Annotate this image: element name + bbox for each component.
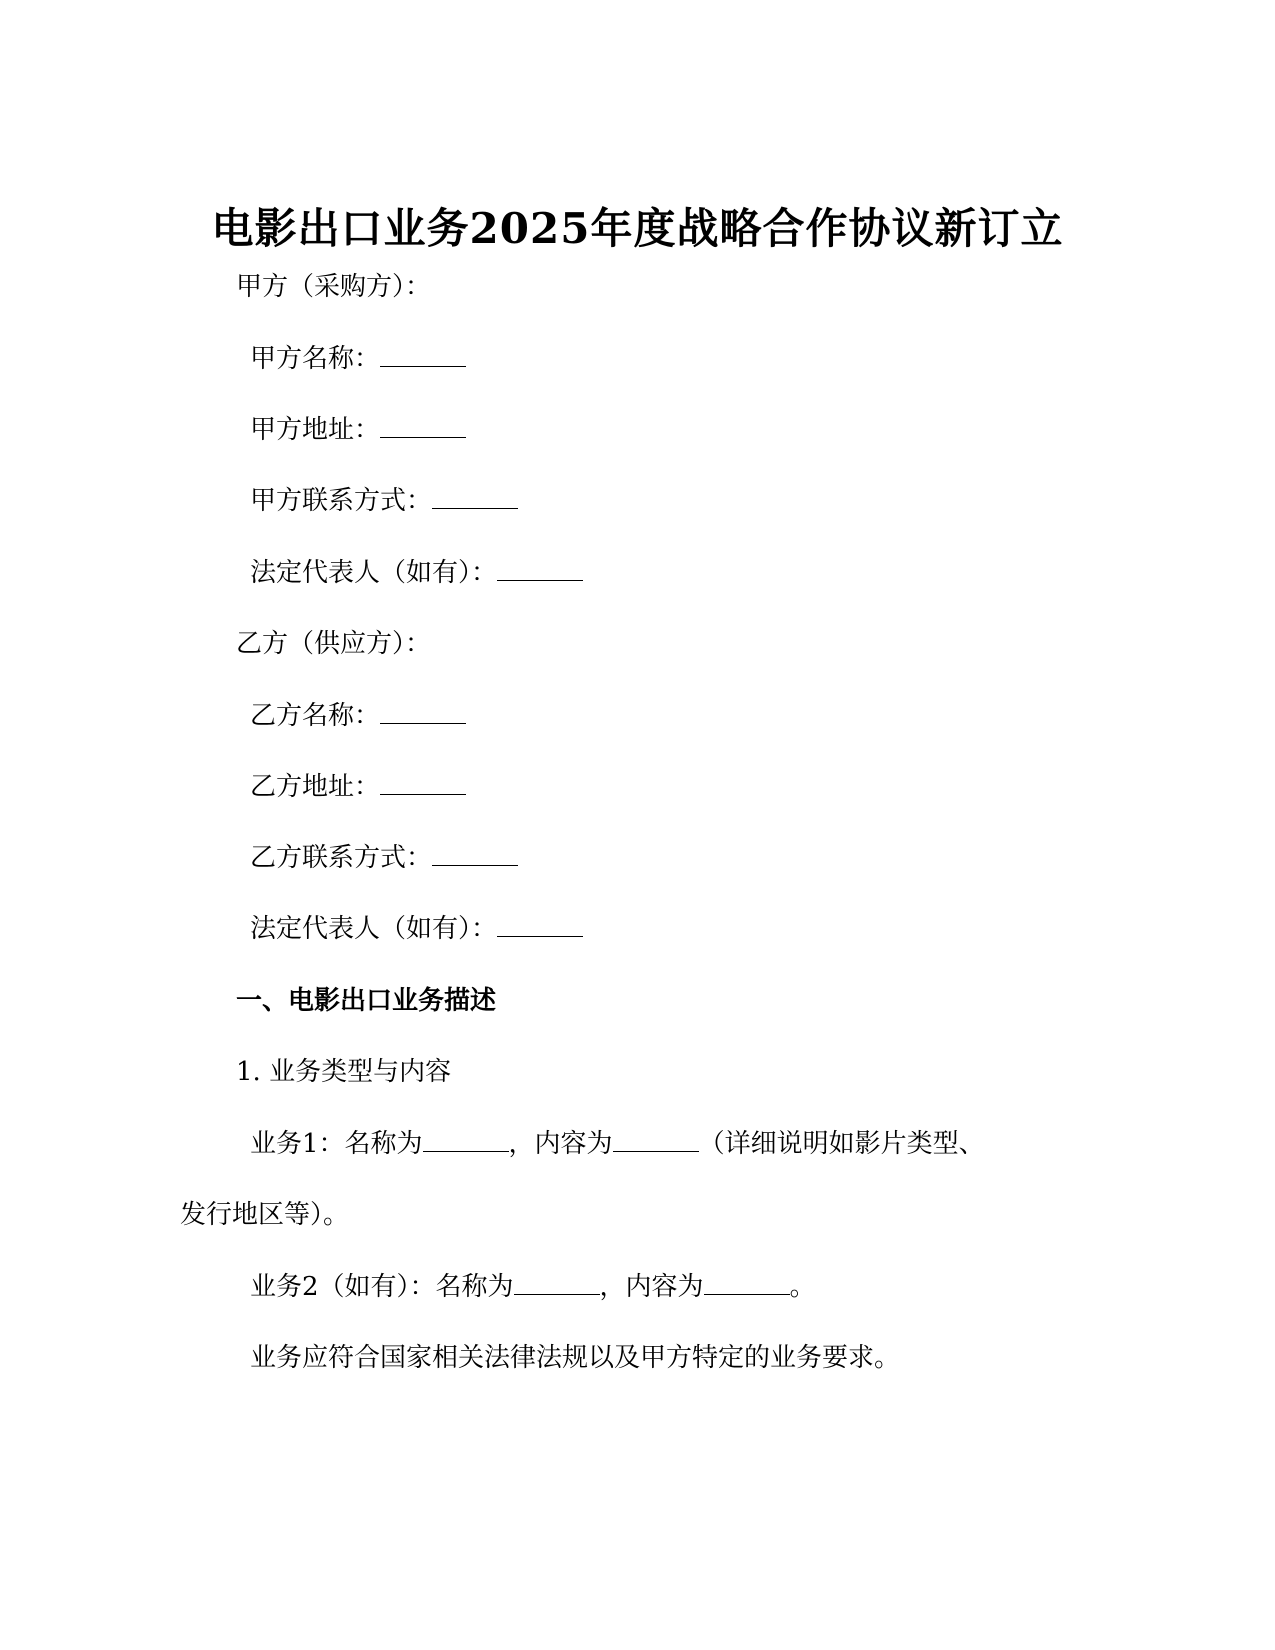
document-title: 电影出口业务2025年度战略合作协议新订立 — [211, 204, 1064, 253]
business-2-content-blank[interactable] — [704, 1272, 790, 1295]
party-b-contact-line — [250, 841, 518, 875]
party-b-name-blank[interactable] — [380, 701, 466, 724]
party-b-heading: 乙方（供应方）： — [236, 629, 432, 659]
party-a-name-blank[interactable] — [380, 344, 466, 367]
party-b-contact-blank[interactable] — [432, 843, 518, 866]
compliance-statement: 业务应符合国家相关法律法规以及甲方特定的业务要求。 — [250, 1343, 901, 1373]
business-1-prefix: 业务1：名称为 — [250, 1129, 423, 1159]
business-1-mid: ，内容为 — [508, 1129, 613, 1159]
section-1-sub-1: 1. 业务类型与内容 — [236, 1057, 452, 1087]
party-b-address-blank[interactable] — [380, 772, 466, 795]
business-2-suffix: 。 — [789, 1272, 816, 1302]
business-2-mid: ，内容为 — [599, 1272, 704, 1302]
section-1-heading: 一、电影出口业务描述 — [236, 986, 497, 1016]
party-b-name-label: 乙方名称： — [250, 701, 381, 731]
party-b-contact-label: 乙方联系方式： — [250, 843, 433, 873]
party-a-heading: 甲方（采购方）： — [236, 272, 432, 302]
business-2-line — [250, 1270, 816, 1304]
party-b-rep-blank[interactable] — [497, 914, 583, 937]
business-1-continuation: 发行地区等）。 — [180, 1200, 350, 1230]
business-2-prefix: 业务2（如有）：名称为 — [250, 1272, 514, 1302]
party-a-contact-blank[interactable] — [432, 486, 518, 509]
party-b-rep-line — [250, 912, 583, 946]
business-1-line — [250, 1127, 985, 1161]
party-a-name-label: 甲方名称： — [250, 344, 381, 374]
party-b-name-line — [250, 699, 466, 733]
party-a-address-line — [250, 413, 466, 447]
party-a-address-blank[interactable] — [380, 415, 466, 438]
party-b-address-label: 乙方地址： — [250, 772, 381, 802]
party-b-address-line — [250, 770, 466, 804]
party-a-rep-blank[interactable] — [497, 558, 583, 581]
business-1-suffix: （详细说明如影片类型、 — [698, 1129, 985, 1159]
business-1-content-blank[interactable] — [613, 1129, 699, 1152]
party-a-rep-line — [250, 556, 583, 590]
party-a-name-line — [250, 342, 466, 376]
party-a-contact-label: 甲方联系方式： — [250, 486, 433, 516]
party-a-address-label: 甲方地址： — [250, 415, 381, 445]
party-b-rep-label: 法定代表人（如有）： — [250, 914, 498, 944]
party-a-contact-line — [250, 484, 518, 518]
party-a-rep-label: 法定代表人（如有）： — [250, 558, 498, 588]
business-1-name-blank[interactable] — [423, 1129, 509, 1152]
business-2-name-blank[interactable] — [514, 1272, 600, 1295]
